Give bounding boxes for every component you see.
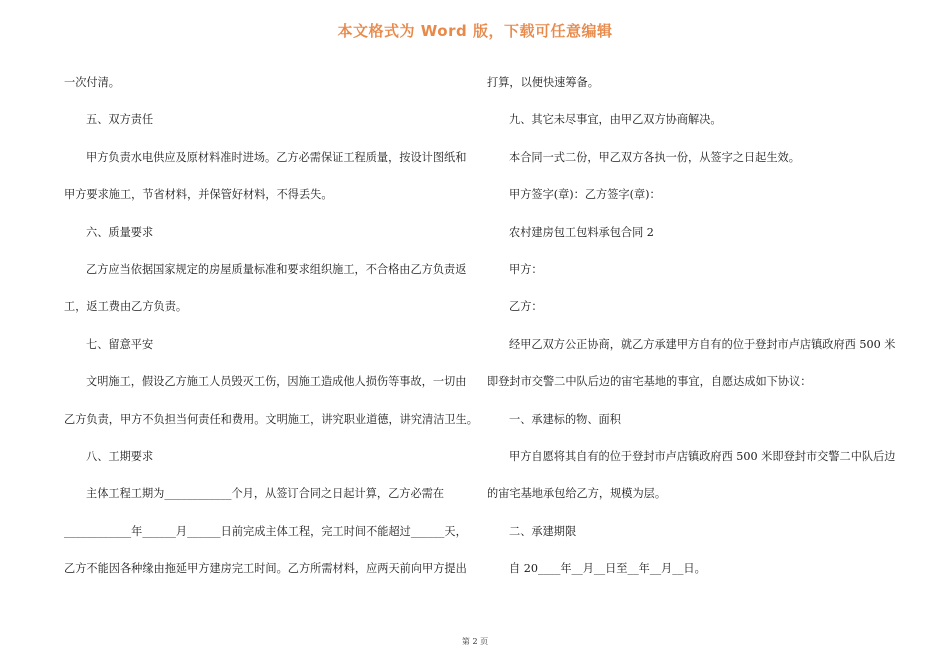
paragraph-line: 甲方要求施工，节省材料，并保管好材料，不得丢失。 <box>64 188 333 202</box>
paragraph-line: 经甲乙双方公正协商，就乙方承建甲方自有的位于登封市卢店镇政府西 500 米 <box>509 337 896 351</box>
section-heading: 二、承建期限 <box>509 524 577 538</box>
section-heading: 五、双方责任 <box>86 113 154 127</box>
paragraph-line: 工，返工费由乙方负责。 <box>64 300 188 314</box>
paragraph-line: 甲方自愿将其自有的位于登封市卢店镇政府西 500 米即登封市交警二中队后边 <box>509 449 896 463</box>
paragraph-line: 的宙宅基地承包给乙方，规模为层。 <box>487 487 667 501</box>
paragraph-line: ____________年______月______日前完成主体工程，完工时间不能超过______天， <box>64 524 467 538</box>
right-text-column <box>487 64 896 587</box>
paragraph-line: 一次付清。 <box>64 76 120 89</box>
document-banner: 本文格式为 Word 版，下载可任意编辑 <box>337 22 613 40</box>
party-b-line: 乙方： <box>509 300 543 314</box>
section-heading: 一、承建标的物、面积 <box>509 412 621 426</box>
paragraph-line: 乙方应当依据国家规定的房屋质量标准和要求组织施工，不合格由乙方负责返 <box>86 262 467 276</box>
party-a-line: 甲方： <box>509 262 543 276</box>
paragraph-line: 乙方不能因各种缘由拖延甲方建房完工时间。乙方所需材料，应两天前向甲方提出 <box>64 562 467 576</box>
section-heading: 八、工期要求 <box>86 449 154 463</box>
paragraph-line: 自 20____年__月__日至__年__月__日。 <box>509 562 706 576</box>
paragraph-line: 即登封市交警二中队后边的宙宅基地的事宜，自愿达成如下协议： <box>487 375 812 389</box>
paragraph-line: 甲方负责水电供应及原材料准时进场。乙方必需保证工程质量，按设计图纸和 <box>86 150 467 164</box>
left-text-column <box>64 64 478 587</box>
page-number: 第 2 页 <box>461 637 489 646</box>
contract-title: 农村建房包工包料承包合同 2 <box>509 225 654 239</box>
paragraph-line: 乙方负责，甲方不负担当何责任和费用。文明施工，讲究职业道德，讲究清洁卫生。 <box>64 412 478 426</box>
signature-line: 甲方签字(章)：乙方签字(章)： <box>509 188 661 202</box>
section-heading: 九、其它未尽事宜，由甲乙双方协商解决。 <box>509 113 722 127</box>
paragraph-line: 文明施工，假设乙方施工人员毁灭工伤，因施工造成他人损伤等事故，一切由 <box>86 375 467 389</box>
paragraph-line: 本合同一式二份，甲乙双方各执一份，从签字之日起生效。 <box>509 150 800 164</box>
paragraph-line: 打算，以便快速筹备。 <box>487 76 599 89</box>
section-heading: 七、留意平安 <box>86 337 154 351</box>
paragraph-line: 主体工程工期为____________个月，从签订合同之日起计算，乙方必需在 <box>86 487 445 501</box>
section-heading: 六、质量要求 <box>86 225 154 239</box>
